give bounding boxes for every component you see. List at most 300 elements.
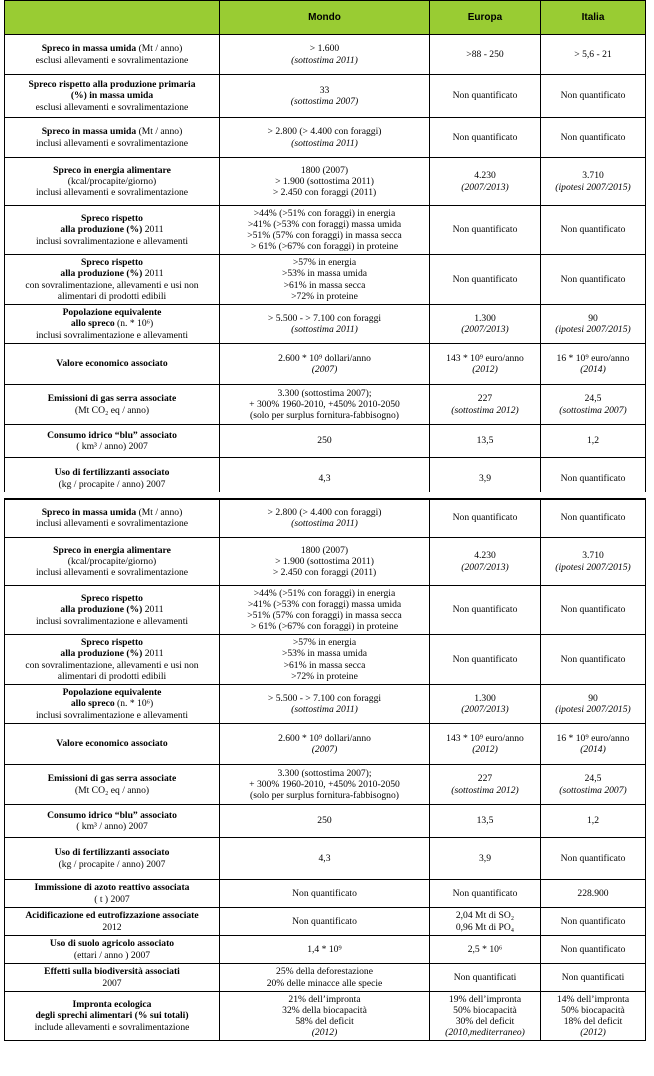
italia-cell [540, 635, 646, 684]
cell-text: 0,96 Mt di PO₄ [455, 921, 515, 933]
cell-text: inclusi allevamenti e sovralimentazione [35, 518, 189, 529]
cell-text: > 2.800 (> 4.400 con foraggi) [267, 506, 382, 518]
cell-text: 1.300 [474, 312, 496, 324]
cell-line [291, 518, 358, 529]
cell-line [278, 353, 371, 364]
cell-line [76, 441, 148, 452]
cell-text-suffix: (Mt / anno) [136, 506, 183, 518]
cell-text: Non quantificato [452, 273, 518, 285]
italia-cell [540, 908, 646, 935]
cell-text: Non quantificato [560, 604, 626, 616]
cell-line [557, 353, 630, 364]
cell-line [58, 671, 166, 682]
cell-line [63, 307, 162, 318]
cell-line [557, 733, 630, 744]
cell-text: (solo per surplus fornitura-fabbisogno) [250, 790, 399, 802]
cell-text: Popolazione equivalente [62, 307, 162, 319]
cell-text: 250 [317, 815, 332, 827]
cell-line [557, 994, 629, 1005]
cell-text: degli sprechi alimentari (% sui totali) [35, 1010, 189, 1022]
cell-line [293, 637, 356, 648]
cell-text: (sottostima 2011) [291, 324, 358, 335]
cell-line [474, 693, 496, 704]
cell-line [453, 274, 518, 285]
europa-cell [429, 538, 540, 585]
italia-cell [540, 936, 646, 963]
cell-line [248, 599, 401, 610]
cell-line [36, 102, 189, 113]
italia-cell [540, 344, 646, 384]
table-row [4, 838, 646, 880]
cell-line [36, 710, 188, 721]
europa-cell [429, 499, 540, 537]
cell-text: > 2.450 con foraggi (2011) [272, 187, 377, 199]
cell-line [451, 405, 518, 416]
europa-cell [429, 936, 540, 963]
cell-line [60, 268, 163, 279]
cell-line [453, 224, 518, 235]
cell-text: Non quantificato [292, 887, 357, 899]
italia-cell [540, 425, 646, 457]
cell-text: 30% del deficit [455, 1016, 515, 1027]
cell-text-suffix: (n. * 10⁶) [114, 318, 154, 330]
cell-line [81, 593, 143, 604]
cell-line [320, 85, 330, 96]
cell-line [580, 364, 606, 375]
row-label-cell [4, 635, 219, 684]
mondo-cell [219, 305, 429, 343]
cell-line [36, 187, 188, 198]
row-label-cell [4, 765, 219, 804]
cell-line [291, 704, 358, 715]
cell-line [76, 821, 148, 832]
cell-text: (Mt CO₂ eq / anno) [74, 784, 150, 796]
cell-text: > 1.900 (sottostima 2011) [275, 175, 374, 187]
europa-cell [429, 880, 540, 907]
cell-line [446, 353, 524, 364]
europa-cell [429, 35, 540, 74]
cell-line [559, 785, 626, 796]
italia-cell [540, 805, 646, 837]
cell-line [63, 687, 162, 698]
cell-text: 20% delle minacce alle specie [266, 977, 383, 989]
italia-cell [540, 305, 646, 343]
cell-text: 2007 [102, 977, 122, 989]
cell-text: >44% (>51% con foraggi) in energia [253, 207, 396, 219]
table-row [4, 35, 646, 75]
mondo-cell [219, 765, 429, 804]
cell-text: 1800 (2007) [300, 164, 349, 176]
cell-text: Non quantificato [560, 915, 626, 927]
mondo-cell [219, 586, 429, 634]
cell-text: ( km³ / anno) 2007 [76, 441, 148, 452]
cell-line [453, 1005, 517, 1016]
cell-text: Non quantificato [452, 604, 518, 616]
cell-line [479, 473, 491, 484]
mondo-cell [219, 724, 429, 764]
cell-line [307, 944, 342, 955]
cell-text: (2012) [472, 364, 498, 375]
europa-cell [429, 385, 540, 424]
europa-cell [429, 908, 540, 935]
cell-text: inclusi sovralimentazione e allevamenti [35, 709, 189, 721]
cell-text: > 61% (>67% con foraggi) in proteine [250, 241, 399, 253]
cell-line [561, 224, 626, 235]
row-label-cell [4, 685, 219, 723]
europa-cell [429, 425, 540, 457]
cell-text: allo spreco [70, 698, 115, 710]
table-row [4, 908, 646, 936]
cell-text: (2014) [580, 744, 606, 755]
europa-cell [429, 344, 540, 384]
cell-text: 143 * 10⁹ euro/anno [446, 352, 524, 364]
europa-cell [429, 724, 540, 764]
cell-text: Non quantificato [452, 90, 518, 102]
table-row [4, 805, 646, 838]
cell-text: Non quantificato [560, 273, 626, 285]
cell-text: (kg / procapite / anno) 2007 [58, 858, 166, 870]
cell-line [312, 364, 338, 375]
cell-text: 24,5 [584, 393, 602, 405]
cell-line [25, 910, 198, 921]
cell-text: inclusi sovralimentazione e allevamenti [35, 329, 189, 341]
row-label-cell [4, 385, 219, 424]
cell-line [291, 138, 358, 149]
row-label-cell [4, 158, 219, 205]
cell-text: 3.300 (sottostima 2007); [277, 767, 372, 779]
cell-line [68, 176, 156, 187]
cell-text: 14% dell’impronta [556, 993, 630, 1005]
cell-line [477, 815, 494, 826]
cell-text: > 2.800 (> 4.400 con foraggi) [267, 126, 382, 138]
cell-line [555, 182, 630, 193]
cell-line [555, 562, 630, 573]
cell-text: (2012) [311, 1027, 338, 1039]
cell-text: 228.900 [577, 887, 609, 899]
row-label-cell [4, 75, 219, 117]
cell-text: Non quantificato [560, 90, 626, 102]
cell-text: 90 [588, 312, 598, 324]
cell-line [319, 473, 331, 484]
cell-text: >41% (>53% con foraggi) massa umida [247, 218, 402, 230]
cell-text: > 1.600 [309, 43, 340, 55]
cell-line [561, 512, 626, 523]
mondo-cell [219, 805, 429, 837]
cell-line [292, 916, 357, 927]
cell-text: Non quantificato [292, 915, 357, 927]
cell-line [81, 637, 143, 648]
italia-cell [540, 499, 646, 537]
cell-line [453, 512, 518, 523]
cell-line [36, 236, 188, 247]
cell-text: >72% in proteine [291, 670, 358, 682]
cell-line [47, 810, 177, 821]
cell-line [288, 994, 360, 1005]
cell-line [461, 704, 508, 715]
cell-text: Uso di fertilizzanti associato [54, 847, 170, 859]
cell-line [59, 859, 166, 870]
cell-text: 1,2 [587, 815, 599, 827]
table-row [4, 586, 646, 635]
row-label-cell [4, 206, 219, 254]
cell-line [268, 507, 382, 518]
cell-line [48, 773, 176, 784]
mondo-cell [219, 908, 429, 935]
europa-cell [429, 305, 540, 343]
cell-line [582, 550, 604, 561]
cell-text: Spreco rispetto [81, 257, 143, 269]
cell-text: 13,5 [476, 435, 494, 447]
cell-text: Valore economico associato [56, 358, 168, 370]
cell-line [284, 280, 366, 291]
italia-cell [540, 685, 646, 723]
cell-line [73, 999, 152, 1010]
cell-text: 90 [588, 692, 598, 704]
cell-line [585, 773, 602, 784]
cell-line [53, 165, 171, 176]
cell-text: Spreco rispetto alla produzione primaria [28, 79, 196, 91]
cell-line [282, 268, 367, 279]
cell-text: allo spreco [70, 318, 115, 330]
cell-line [102, 978, 121, 989]
mondo-cell [219, 538, 429, 585]
cell-line [81, 213, 143, 224]
cell-line [561, 654, 626, 665]
cell-text: alimentari di prodotti edibili [57, 290, 167, 302]
cell-line [561, 853, 626, 864]
row-label-cell [4, 838, 219, 879]
cell-text: 16 * 10⁹ euro/anno [556, 732, 630, 744]
cell-line [454, 972, 517, 983]
europa-cell [429, 118, 540, 157]
cell-text: 3,9 [479, 852, 491, 864]
table-header-row [4, 0, 646, 35]
header-italia: Italia [540, 1, 646, 34]
cell-text: (ipotesi 2007/2015) [555, 561, 631, 573]
row-label-cell [4, 908, 219, 935]
cell-line [42, 43, 183, 54]
cell-line [301, 545, 348, 556]
row-label-cell [4, 805, 219, 837]
cell-text: 4.230 [474, 170, 496, 182]
cell-text: 58% del deficit [295, 1016, 354, 1027]
mondo-cell [219, 425, 429, 457]
cell-line [249, 779, 400, 790]
cell-text: >57% in energia [292, 637, 357, 649]
cell-text: 24,5 [584, 773, 602, 785]
cell-line [47, 430, 177, 441]
cell-text: > 5.500 - > 7.100 con foraggi [267, 312, 382, 324]
cell-text: Spreco in energia alimentare [53, 164, 171, 176]
cell-text: Non quantificato [560, 653, 626, 665]
cell-line [254, 208, 395, 219]
cell-line [456, 1016, 515, 1027]
mondo-cell [219, 344, 429, 384]
cell-line [75, 785, 149, 796]
cell-text: (2012) [472, 744, 498, 755]
cell-line [585, 393, 602, 404]
cell-line [317, 435, 331, 446]
cell-text: Non quantificato [452, 887, 518, 899]
table-body-top [4, 35, 646, 500]
cell-text: (kg / procapite / anno) 2007 [58, 478, 166, 490]
cell-line [276, 966, 373, 977]
cell-text: (solo per surplus fornitura-fabbisogno) [250, 410, 399, 422]
cell-text: 250 [317, 435, 332, 447]
table-row [4, 538, 646, 586]
cell-text: Consumo idrico “blu” associato [47, 429, 177, 441]
cell-line [277, 388, 371, 399]
cell-line [29, 79, 196, 90]
cell-text: >51% (57% con foraggi) in massa secca [247, 230, 402, 241]
cell-text: Non quantificato [452, 512, 518, 524]
italia-cell [540, 538, 646, 585]
cell-line [310, 43, 339, 54]
cell-text: (2007/2013) [461, 181, 509, 193]
cell-text: >57% in energia [292, 257, 357, 269]
cell-text: 1,4 * 10⁹ [307, 943, 342, 955]
table-row [4, 765, 646, 805]
cell-line [55, 467, 170, 478]
cell-text: (ipotesi 2007/2015) [555, 704, 631, 715]
cell-text: (sottostima 2012) [451, 404, 519, 416]
cell-text: Spreco rispetto [81, 213, 143, 225]
table-row [4, 936, 646, 964]
cell-line [588, 313, 598, 324]
cell-line [59, 479, 166, 490]
cell-text: (sottostima 2012) [451, 784, 519, 796]
cell-text: >72% in proteine [291, 290, 358, 302]
europa-cell [429, 765, 540, 804]
row-label-cell [4, 35, 219, 74]
cell-line [561, 1005, 625, 1016]
cell-line [278, 733, 371, 744]
cell-text: Spreco in massa umida [41, 43, 137, 55]
cell-line [301, 165, 348, 176]
cell-text: >61% in massa secca [283, 279, 366, 291]
cell-line [251, 241, 398, 252]
cell-text: 3.710 [582, 170, 604, 182]
cell-text: (kcal/procapite/giorno) [67, 555, 157, 567]
cell-line [36, 518, 188, 529]
cell-text: 21% dell’impronta [288, 993, 361, 1005]
cell-line [588, 693, 598, 704]
cell-text: (sottostima 2007) [290, 96, 359, 107]
cell-line [267, 978, 383, 989]
cell-text: Emissioni di gas serra associate [47, 393, 177, 405]
cell-line [559, 405, 626, 416]
cell-line [254, 588, 395, 599]
cell-text: Non quantificato [560, 852, 626, 864]
cell-line [453, 888, 518, 899]
cell-text: Non quantificato [560, 131, 626, 143]
cell-line [247, 610, 402, 621]
cell-line [248, 219, 401, 230]
mondo-cell [219, 385, 429, 424]
cell-line [461, 562, 508, 573]
cell-line [562, 972, 625, 983]
cell-text: 32% della biocapacità [282, 1004, 367, 1016]
cell-text: (2014) [580, 364, 606, 375]
row-label-cell [4, 255, 219, 304]
cell-line [60, 224, 163, 235]
cell-text-suffix: 2011 [142, 268, 164, 280]
cell-text: (2010,mediterraneo) [445, 1027, 525, 1039]
cell-text: 50% biocapacità [561, 1004, 625, 1016]
cell-text: 4.230 [474, 550, 496, 562]
cell-line [451, 785, 518, 796]
cell-text: 227 [477, 773, 493, 785]
cell-line [48, 393, 176, 404]
cell-text: >88 - 250 [466, 48, 504, 60]
cell-text: + 300% 1960-2010, +450% 2010-2050 [249, 398, 400, 410]
cell-text: 16 * 10⁹ euro/anno [556, 352, 630, 364]
cell-line [474, 550, 496, 561]
cell-line [291, 671, 358, 682]
cell-line [42, 126, 183, 137]
cell-text: Non quantificati [561, 971, 625, 983]
cell-text: Non quantificato [560, 943, 626, 955]
cell-text: Non quantificato [560, 224, 626, 236]
table-row [4, 992, 646, 1041]
cell-line [275, 176, 374, 187]
mondo-cell [219, 35, 429, 74]
italia-cell [540, 880, 646, 907]
mondo-cell [219, 964, 429, 991]
mondo-cell [219, 206, 429, 254]
cell-text: > 5.500 - > 7.100 con foraggi [267, 692, 382, 704]
cell-text: 2.600 * 10⁹ dollari/anno [278, 732, 371, 744]
cell-line [284, 660, 366, 671]
cell-text: 2,04 Mt di SO₂ [455, 910, 515, 922]
cell-text: esclusi allevamenti e sovralimentazione [35, 54, 189, 66]
cell-line [291, 55, 358, 66]
table-row [4, 158, 646, 206]
cell-text: alimentari di prodotti edibili [57, 670, 167, 682]
cell-text: (kcal/procapite/giorno) [67, 175, 157, 187]
cell-text: inclusi allevamenti e sovralimentazione [35, 567, 189, 579]
italia-cell [540, 964, 646, 991]
cell-text: inclusi allevamenti e sovralimentazione [35, 187, 189, 199]
cell-text: (2007/2013) [461, 324, 509, 335]
row-label-cell [4, 344, 219, 384]
cell-line [561, 916, 626, 927]
table-row [4, 118, 646, 158]
cell-line [268, 693, 381, 704]
cell-line [446, 733, 524, 744]
cell-line [291, 324, 358, 335]
cell-text: 1,2 [587, 435, 599, 447]
cell-line [453, 604, 518, 615]
cell-line [249, 399, 400, 410]
cell-text: 33 [319, 84, 330, 96]
italia-cell [540, 385, 646, 424]
cell-text: Consumo idrico “blu” associato [47, 809, 177, 821]
cell-text: con sovralimentazione, allevamenti e usi non [25, 279, 199, 291]
cell-text: 143 * 10⁹ euro/anno [446, 732, 524, 744]
cell-text: con sovralimentazione, allevamenti e usi non [25, 659, 199, 671]
cell-line [445, 1027, 525, 1038]
europa-cell [429, 255, 540, 304]
cell-line [461, 182, 508, 193]
italia-cell [540, 838, 646, 879]
cell-text: 50% biocapacità [453, 1004, 517, 1016]
cell-line [577, 888, 608, 899]
europa-cell [429, 992, 540, 1040]
italia-cell [540, 158, 646, 205]
cell-text: > 1.900 (sottostima 2011) [275, 555, 374, 567]
cell-line [580, 1027, 606, 1038]
